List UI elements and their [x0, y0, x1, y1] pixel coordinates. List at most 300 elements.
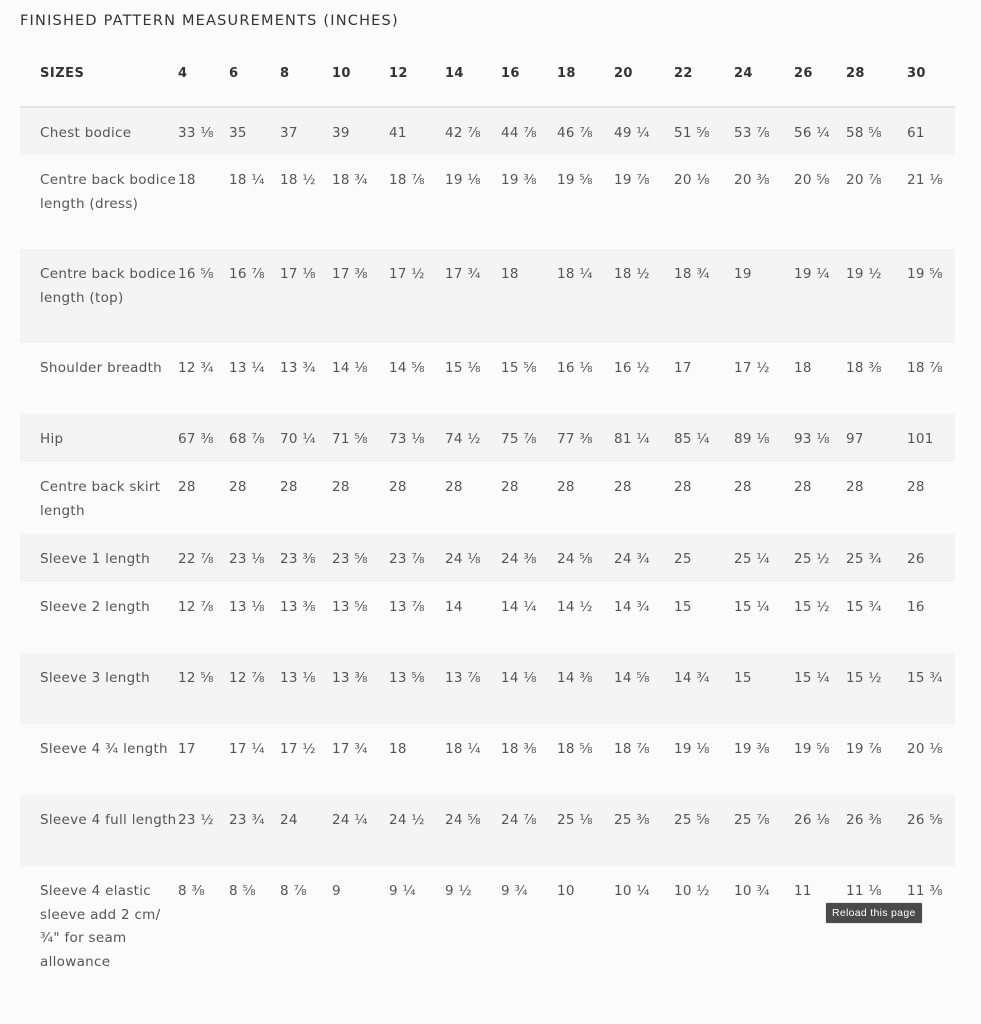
measurement-value: 25 ¾ [846, 551, 882, 567]
measurement-value: 25 ⅛ [557, 812, 593, 828]
measurement-value: 26 ⅛ [794, 812, 830, 828]
measurement-value: 74 ½ [445, 431, 481, 447]
measurement-cell [389, 724, 445, 795]
measurement-cell [846, 534, 907, 582]
size-header: 14 [445, 40, 501, 107]
measurement-cell [229, 653, 280, 724]
measurement-value: 17 ⅛ [280, 266, 316, 282]
measurement-cell [280, 653, 332, 724]
measurement-cell [280, 155, 332, 249]
measurement-value: 18 ¼ [229, 172, 265, 188]
measurement-value: 70 ¼ [280, 431, 316, 447]
measurement-value: 8 ⅝ [229, 883, 256, 899]
measurement-value: 97 [846, 431, 864, 447]
measurement-value: 73 ⅛ [389, 431, 425, 447]
measurement-value: 14 ¼ [501, 599, 537, 615]
size-header: 6 [229, 40, 280, 107]
measurement-value: 11 ⅛ [846, 883, 882, 899]
measurement-cell [557, 155, 614, 249]
measurement-cell [846, 795, 907, 866]
measurement-cell [557, 795, 614, 866]
measurement-cell [280, 866, 332, 1006]
measurement-value: 18 ¼ [445, 741, 481, 757]
measurement-value: 24 ⅞ [501, 812, 537, 828]
size-header: 24 [734, 40, 794, 107]
size-header: 4 [178, 40, 229, 107]
measurement-value: 10 ¾ [734, 883, 770, 899]
row-label [20, 534, 178, 582]
measurement-cell [389, 414, 445, 462]
measurement-value: 13 ⅛ [229, 599, 265, 615]
table-body [20, 107, 955, 1006]
measurement-value: 24 ⅛ [445, 551, 481, 567]
measurement-cell [501, 155, 557, 249]
measurement-cell [557, 249, 614, 343]
measurement-value: 18 [501, 266, 519, 282]
measurement-value: 12 ⅞ [178, 599, 214, 615]
measurement-value: 9 [332, 883, 341, 899]
measurement-value: 23 ⅜ [280, 551, 316, 567]
measurement-value: 17 ½ [734, 360, 770, 376]
measurement-value: 16 ⅞ [229, 266, 265, 282]
row-label [20, 582, 178, 653]
measurement-value: 23 ¾ [229, 812, 265, 828]
measurement-cell [674, 582, 734, 653]
size-header: 20 [614, 40, 674, 107]
measurement-cell [332, 534, 389, 582]
measurement-cell [794, 155, 846, 249]
measurement-value: 18 ⅜ [501, 741, 537, 757]
measurement-value: 58 ⅝ [846, 125, 882, 141]
measurement-value: 14 ½ [557, 599, 593, 615]
measurement-value: 15 ¾ [907, 670, 943, 686]
measurement-cell [332, 582, 389, 653]
measurement-value: 77 ⅜ [557, 431, 593, 447]
measurement-value: 20 ⅞ [846, 172, 882, 188]
size-header: 12 [389, 40, 445, 107]
row-label [20, 107, 178, 155]
measurement-value: 26 ⅝ [907, 812, 943, 828]
measurement-value: 14 ⅝ [389, 360, 425, 376]
measurement-cell [229, 462, 280, 534]
measurement-cell [229, 724, 280, 795]
measurement-cell [445, 724, 501, 795]
measurement-value: 17 ½ [280, 741, 316, 757]
measurement-cell [445, 534, 501, 582]
measurement-value: 11 [794, 883, 812, 899]
measurement-value: 28 [445, 479, 463, 495]
measurement-value: 12 ⅞ [229, 670, 265, 686]
measurement-value: 46 ⅞ [557, 125, 593, 141]
measurement-cell [907, 343, 955, 414]
measurement-cell [389, 582, 445, 653]
measurement-value: 26 [907, 551, 925, 567]
measurement-value: 18 ¾ [332, 172, 368, 188]
measurement-cell [614, 582, 674, 653]
measurement-cell [389, 107, 445, 155]
measurement-cell [557, 343, 614, 414]
measurement-cell [229, 534, 280, 582]
measurement-value: 17 ¾ [332, 741, 368, 757]
row-label-text: Chest bodice [40, 125, 132, 141]
measurement-value: 28 [846, 479, 864, 495]
measurement-cell [907, 795, 955, 866]
measurement-cell [907, 653, 955, 724]
measurement-cell [501, 249, 557, 343]
measurement-cell [178, 155, 229, 249]
measurement-value: 14 ¾ [674, 670, 710, 686]
size-header: 26 [794, 40, 846, 107]
measurement-cell [280, 249, 332, 343]
measurement-cell [178, 534, 229, 582]
measurement-value: 10 ½ [674, 883, 710, 899]
measurement-cell [734, 343, 794, 414]
measurement-value: 24 ¼ [332, 812, 368, 828]
measurement-cell [501, 107, 557, 155]
measurement-value: 14 ⅛ [332, 360, 368, 376]
measurement-value: 28 [229, 479, 247, 495]
measurement-value: 16 ⅝ [178, 266, 214, 282]
measurement-value: 13 ⅜ [280, 599, 316, 615]
measurement-value: 19 ⅜ [734, 741, 770, 757]
measurement-value: 25 ⅜ [614, 812, 650, 828]
measurement-cell [332, 724, 389, 795]
measurement-value: 19 ⅝ [907, 266, 943, 282]
measurement-cell [229, 582, 280, 653]
measurement-cell [674, 343, 734, 414]
measurement-cell [846, 155, 907, 249]
measurement-value: 28 [557, 479, 575, 495]
size-header: 28 [846, 40, 907, 107]
measurement-value: 9 ½ [445, 883, 472, 899]
header-row [20, 40, 955, 107]
measurement-cell [557, 107, 614, 155]
measurement-value: 28 [332, 479, 350, 495]
measurement-value: 14 ⅛ [501, 670, 537, 686]
measurement-cell [794, 414, 846, 462]
row-label [20, 866, 178, 1006]
measurement-value: 24 ¾ [614, 551, 650, 567]
measurement-cell [907, 107, 955, 155]
measurement-cell [280, 107, 332, 155]
measurement-cell [445, 343, 501, 414]
row-label-text: Sleeve 1 length [40, 551, 150, 567]
measurement-value: 21 ⅛ [907, 172, 943, 188]
measurement-value: 71 ⅝ [332, 431, 368, 447]
row-label [20, 653, 178, 724]
measurement-cell [280, 795, 332, 866]
measurement-cell [734, 534, 794, 582]
measurement-cell [557, 653, 614, 724]
measurement-cell [280, 724, 332, 795]
row-label [20, 724, 178, 795]
measurement-value: 9 ¼ [389, 883, 416, 899]
measurement-cell [178, 795, 229, 866]
measurement-value: 25 ½ [794, 551, 830, 567]
measurement-cell [674, 414, 734, 462]
measurement-value: 49 ¼ [614, 125, 650, 141]
measurement-value: 13 ⅞ [389, 599, 425, 615]
measurement-value: 25 ⅝ [674, 812, 710, 828]
row-label-text: Centre back bodice length (dress) [40, 172, 177, 212]
measurement-cell [229, 107, 280, 155]
measurement-value: 18 ⅜ [846, 360, 882, 376]
measurement-value: 24 [280, 812, 298, 828]
measurement-cell [178, 343, 229, 414]
measurement-value: 19 ⅛ [445, 172, 481, 188]
measurement-cell [846, 724, 907, 795]
measurement-cell [614, 249, 674, 343]
measurement-value: 18 ¼ [557, 266, 593, 282]
measurement-cell [445, 155, 501, 249]
measurement-cell [332, 866, 389, 1006]
row-label [20, 795, 178, 866]
measurement-cell [332, 653, 389, 724]
measurement-value: 24 ⅝ [557, 551, 593, 567]
measurement-value: 23 ⅞ [389, 551, 425, 567]
measurement-cell [614, 866, 674, 1006]
measurement-cell [794, 343, 846, 414]
measurement-value: 15 ¾ [846, 599, 882, 615]
measurement-value: 14 ⅝ [614, 670, 650, 686]
measurement-cell [557, 866, 614, 1006]
measurement-cell [332, 107, 389, 155]
size-header: 22 [674, 40, 734, 107]
measurement-value: 11 ⅜ [907, 883, 943, 899]
measurement-value: 24 ⅝ [445, 812, 481, 828]
measurement-cell [846, 107, 907, 155]
row-label [20, 249, 178, 343]
measurement-cell [178, 866, 229, 1006]
measurement-cell [332, 249, 389, 343]
measurement-cell [734, 582, 794, 653]
measurement-cell [501, 795, 557, 866]
table-row [20, 107, 955, 155]
measurement-value: 20 ⅜ [734, 172, 770, 188]
measurement-cell [229, 414, 280, 462]
measurement-cell [614, 462, 674, 534]
measurement-value: 13 ¾ [280, 360, 316, 376]
measurement-value: 35 [229, 125, 247, 141]
row-label-text: Sleeve 4 elastic sleeve add 2 cm/¾" for seam allowance [40, 883, 161, 970]
measurement-cell [229, 155, 280, 249]
measurement-cell [846, 343, 907, 414]
measurement-cell [445, 107, 501, 155]
measurement-cell [907, 414, 955, 462]
measurement-cell [614, 414, 674, 462]
measurement-value: 26 ⅜ [846, 812, 882, 828]
measurement-cell [846, 462, 907, 534]
measurement-cell [501, 653, 557, 724]
measurement-cell [389, 653, 445, 724]
measurement-value: 25 [674, 551, 692, 567]
measurement-value: 9 ¾ [501, 883, 528, 899]
measurement-cell [178, 582, 229, 653]
measurement-cell [674, 534, 734, 582]
table-row [20, 582, 955, 653]
measurement-cell [794, 534, 846, 582]
measurement-value: 18 ⅞ [614, 741, 650, 757]
measurement-cell [501, 724, 557, 795]
measurement-value: 15 ⅛ [445, 360, 481, 376]
measurement-value: 14 [445, 599, 463, 615]
sizes-header: SIZES [20, 40, 178, 107]
measurement-value: 19 ⅝ [557, 172, 593, 188]
measurement-value: 13 ⅝ [332, 599, 368, 615]
measurement-cell [734, 653, 794, 724]
measurement-cell [332, 462, 389, 534]
measurement-value: 25 ⅞ [734, 812, 770, 828]
row-label [20, 414, 178, 462]
measurement-value: 51 ⅝ [674, 125, 710, 141]
measurement-value: 10 ¼ [614, 883, 650, 899]
measurement-cell [734, 107, 794, 155]
measurement-value: 42 ⅞ [445, 125, 481, 141]
measurement-cell [389, 249, 445, 343]
measurement-value: 18 [794, 360, 812, 376]
measurement-cell [389, 795, 445, 866]
measurement-value: 17 ¼ [229, 741, 265, 757]
measurement-value: 28 [674, 479, 692, 495]
measurement-value: 15 ½ [794, 599, 830, 615]
row-label [20, 462, 178, 534]
measurement-value: 14 ⅜ [557, 670, 593, 686]
measurement-cell [557, 724, 614, 795]
measurement-value: 8 ⅜ [178, 883, 205, 899]
measurement-cell [332, 414, 389, 462]
measurement-value: 18 ⅞ [907, 360, 943, 376]
measurement-cell [907, 534, 955, 582]
measurement-value: 19 ⅞ [614, 172, 650, 188]
measurement-cell [614, 343, 674, 414]
measurement-cell [178, 462, 229, 534]
measurement-cell [501, 462, 557, 534]
table-row [20, 795, 955, 866]
measurement-cell [734, 462, 794, 534]
measurement-cell [501, 534, 557, 582]
measurement-value: 75 ⅞ [501, 431, 537, 447]
measurement-cell [557, 462, 614, 534]
measurement-cell [501, 343, 557, 414]
measurement-cell [614, 724, 674, 795]
measurement-value: 37 [280, 125, 298, 141]
row-label-text: Sleeve 4 full length [40, 812, 177, 828]
measurement-value: 18 ½ [614, 266, 650, 282]
measurement-value: 17 [178, 741, 196, 757]
measurement-value: 28 [178, 479, 196, 495]
measurement-cell [674, 107, 734, 155]
measurement-cell [280, 343, 332, 414]
measurement-cell [280, 414, 332, 462]
table-row [20, 414, 955, 462]
measurement-value: 18 [389, 741, 407, 757]
measurement-value: 22 ⅞ [178, 551, 214, 567]
row-label [20, 155, 178, 249]
measurement-value: 28 [794, 479, 812, 495]
measurement-cell [389, 462, 445, 534]
measurement-cell [445, 249, 501, 343]
measurement-value: 15 ½ [846, 670, 882, 686]
measurement-value: 18 [178, 172, 196, 188]
measurement-value: 28 [734, 479, 752, 495]
measurement-value: 23 ½ [178, 812, 214, 828]
measurement-cell [178, 653, 229, 724]
measurement-cell [229, 795, 280, 866]
measurement-value: 28 [280, 479, 298, 495]
measurement-value: 15 [734, 670, 752, 686]
measurement-value: 41 [389, 125, 407, 141]
measurement-value: 18 ½ [280, 172, 316, 188]
row-label-text: Shoulder breadth [40, 360, 163, 376]
measurement-value: 12 ¾ [178, 360, 214, 376]
measurement-cell [907, 866, 955, 1006]
row-label-text: Centre back skirt length [40, 479, 161, 519]
measurement-cell [794, 866, 846, 1006]
measurement-value: 19 ⅜ [501, 172, 537, 188]
table-row [20, 462, 955, 534]
measurement-value: 12 ⅝ [178, 670, 214, 686]
measurement-value: 39 [332, 125, 350, 141]
measurement-cell [178, 249, 229, 343]
measurement-cell [674, 724, 734, 795]
size-header: 30 [907, 40, 955, 107]
measurement-value: 19 ⅞ [846, 741, 882, 757]
measurement-cell [734, 724, 794, 795]
measurement-cell [674, 249, 734, 343]
measurement-value: 15 ⅝ [501, 360, 537, 376]
row-label-text: Sleeve 3 length [40, 670, 150, 686]
reload-tooltip: Reload this page [825, 902, 923, 924]
measurement-cell [557, 414, 614, 462]
measurement-value: 68 ⅞ [229, 431, 265, 447]
measurement-cell [794, 795, 846, 866]
measurement-value: 15 [674, 599, 692, 615]
measurement-cell [794, 249, 846, 343]
measurement-value: 15 ¼ [794, 670, 830, 686]
measurement-cell [907, 724, 955, 795]
measurement-value: 56 ¼ [794, 125, 830, 141]
measurement-value: 17 [674, 360, 692, 376]
measurement-value: 89 ⅛ [734, 431, 770, 447]
measurement-value: 13 ¼ [229, 360, 265, 376]
measurement-value: 17 ½ [389, 266, 425, 282]
measurement-value: 8 ⅞ [280, 883, 307, 899]
measurement-value: 10 [557, 883, 575, 899]
table-row [20, 866, 955, 1006]
measurement-cell [389, 155, 445, 249]
measurement-value: 19 ¼ [794, 266, 830, 282]
measurement-cell [907, 249, 955, 343]
table-row [20, 155, 955, 249]
measurement-value: 25 ¼ [734, 551, 770, 567]
row-label-text: Hip [40, 431, 64, 447]
measurement-value: 13 ⅝ [389, 670, 425, 686]
measurement-cell [846, 866, 907, 1006]
measurement-value: 44 ⅞ [501, 125, 537, 141]
measurement-value: 13 ⅜ [332, 670, 368, 686]
measurement-value: 85 ¼ [674, 431, 710, 447]
measurement-cell [178, 107, 229, 155]
measurement-cell [445, 866, 501, 1006]
measurement-cell [445, 414, 501, 462]
measurement-cell [445, 795, 501, 866]
measurement-value: 28 [501, 479, 519, 495]
measurement-value: 18 ¾ [674, 266, 710, 282]
measurement-value: 23 ⅝ [332, 551, 368, 567]
measurement-cell [280, 462, 332, 534]
measurement-cell [229, 343, 280, 414]
measurement-cell [674, 866, 734, 1006]
